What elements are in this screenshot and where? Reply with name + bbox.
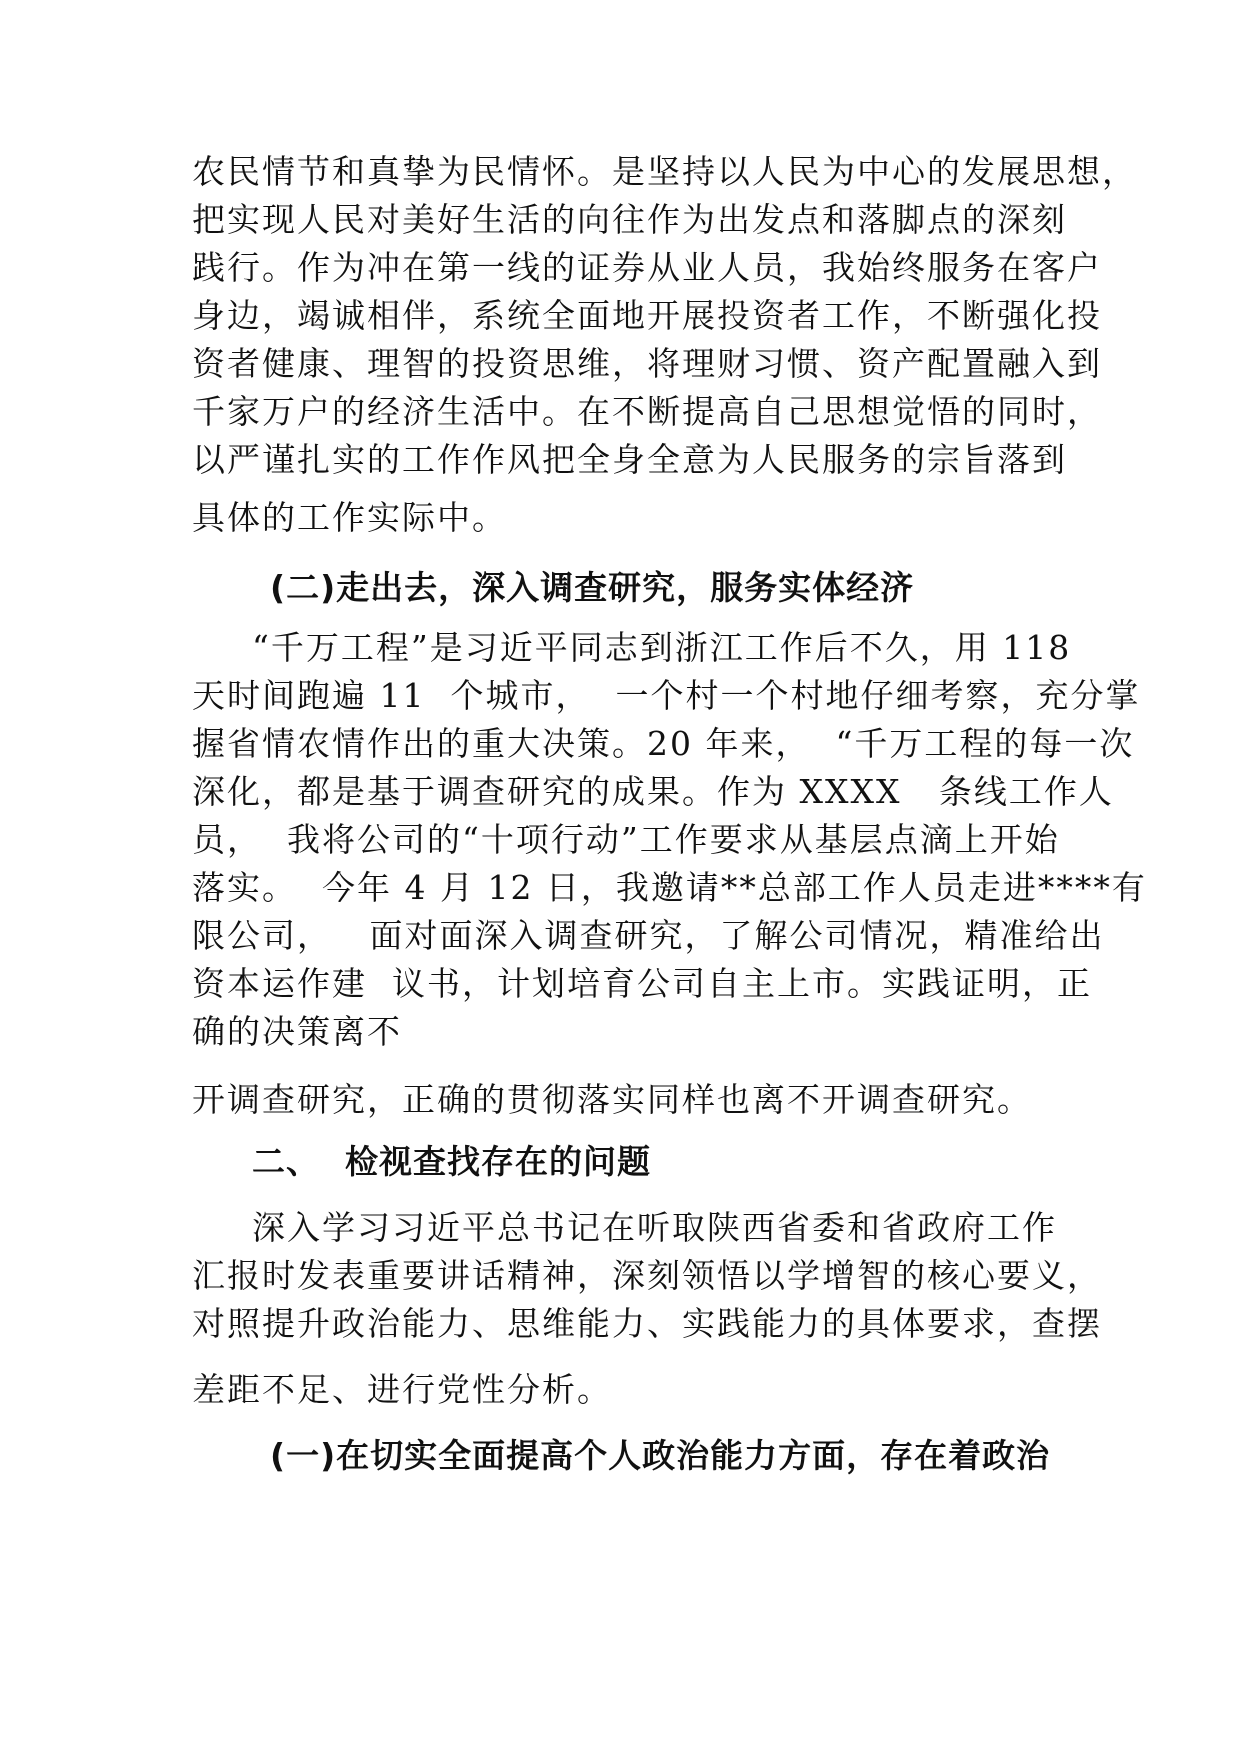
- subsection-heading: (一)在切实全面提高个人政治能力方面，存在着政治: [270, 1436, 1051, 1475]
- paragraph-line: 资本运作建 议书，计划培育公司自主上市。实践证明，正: [192, 964, 1092, 1003]
- paragraph-line: 落实。 今年 4 月 12 日，我邀请**总部工作人员走进****有: [192, 868, 1147, 907]
- paragraph-line: 限公司， 面对面深入调查研究，了解公司情况，精准给出: [192, 916, 1105, 955]
- paragraph-line: 以严谨扎实的工作作风把全身全意为人民服务的宗旨落到: [192, 440, 1067, 479]
- paragraph-line: 差距不足、进行党性分析。: [192, 1370, 612, 1409]
- paragraph-line: 资者健康、理智的投资思维，将理财习惯、资产配置融入到: [192, 344, 1102, 383]
- paragraph-line: 对照提升政治能力、思维能力、实践能力的具体要求，查摆: [192, 1304, 1102, 1343]
- paragraph-line: 确的决策离不: [192, 1012, 402, 1051]
- paragraph-line: 开调查研究，正确的贯彻落实同样也离不开调查研究。: [192, 1080, 1032, 1119]
- section-heading: 二、 检视查找存在的问题: [252, 1142, 651, 1181]
- paragraph-line: 深入学习习近平总书记在听取陕西省委和省政府工作: [252, 1208, 1057, 1247]
- paragraph-line: 身边，竭诚相伴，系统全面地开展投资者工作，不断强化投: [192, 296, 1102, 335]
- paragraph-line: 具体的工作实际中。: [192, 498, 507, 537]
- paragraph-line: 把实现人民对美好生活的向往作为出发点和落脚点的深刻: [192, 200, 1067, 239]
- paragraph-line: 汇报时发表重要讲话精神，深刻领悟以学增智的核心要义，: [192, 1256, 1102, 1295]
- paragraph-line: 践行。作为冲在第一线的证券从业人员，我始终服务在客户: [192, 248, 1102, 287]
- paragraph-line: 农民情节和真挚为民情怀。是坚持以人民为中心的发展思想，: [192, 152, 1137, 191]
- subsection-heading: (二)走出去，深入调查研究，服务实体经济: [270, 568, 915, 607]
- paragraph-line: 深化，都是基于调查研究的成果。作为 XXXX 条线工作人: [192, 772, 1114, 811]
- paragraph-line: 天时间跑遍 11 个城市， 一个村一个村地仔细考察，充分掌: [192, 676, 1141, 715]
- paragraph-line: “千万工程”是习近平同志到浙江工作后不久，用 118: [252, 628, 1072, 667]
- paragraph-line: 握省情农情作出的重大决策。20 年来， “千万工程的每一次: [192, 724, 1135, 763]
- paragraph-line: 千家万户的经济生活中。在不断提高自己思想觉悟的同时，: [192, 392, 1102, 431]
- paragraph-line: 员， 我将公司的“十项行动”工作要求从基层点滴上开始: [192, 820, 1060, 859]
